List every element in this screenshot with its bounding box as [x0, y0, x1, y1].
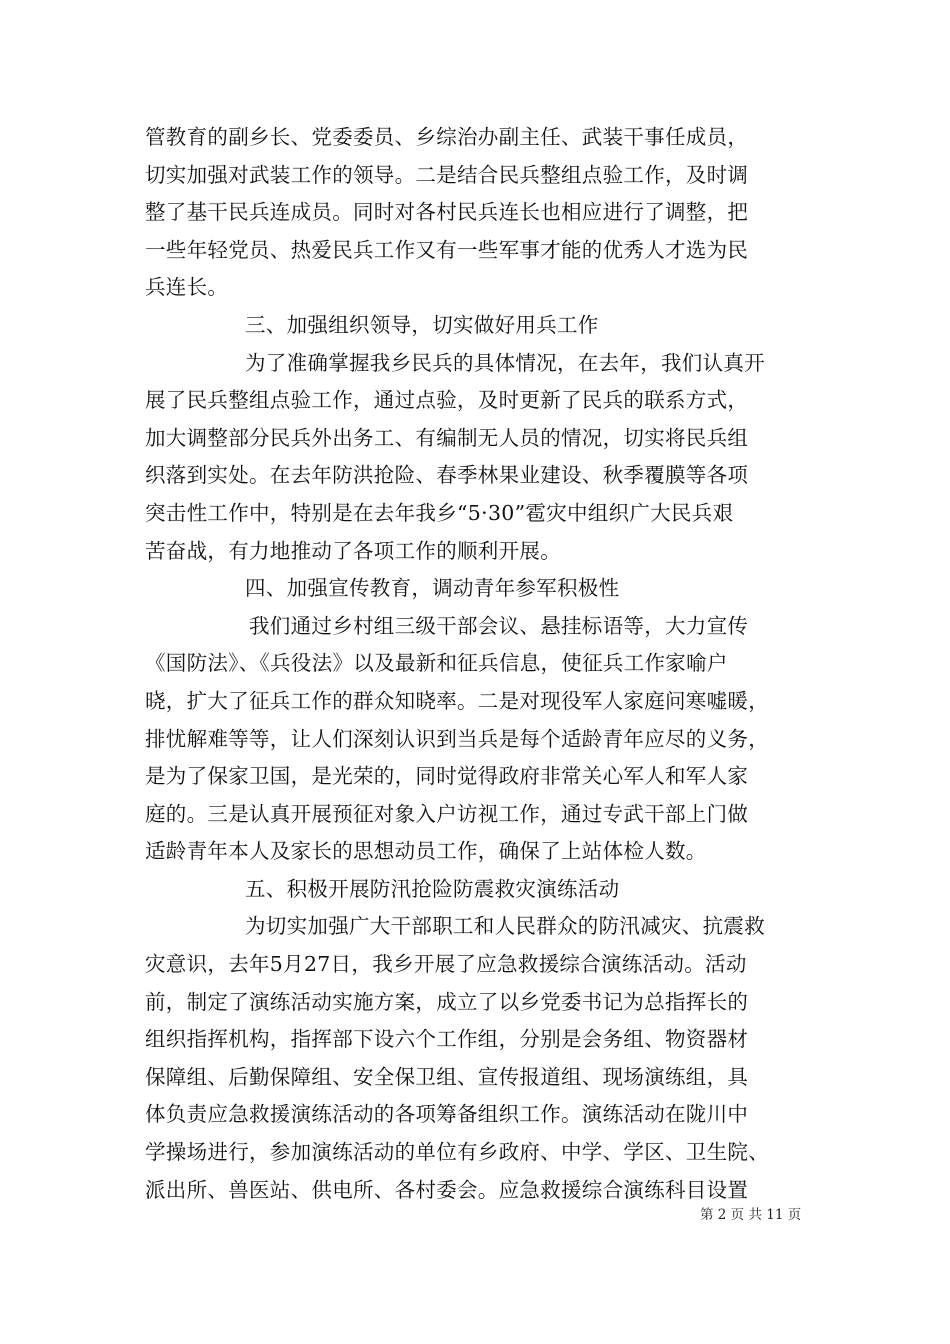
page-number: 第 2 页 共 11 页 — [700, 1207, 802, 1223]
text-line: 展了民兵整组点验工作，通过点验，及时更新了民兵的联系方式， — [145, 388, 749, 413]
section-heading: 五、积极开展防汛抢险防震救灾演练活动 — [245, 876, 620, 901]
paragraph-first-line: 为了准确掌握我乡民兵的具体情况，在去年，我们认真开 — [245, 350, 765, 375]
paragraph-first-line: 为切实加强广大干部职工和人民群众的防汛减灾、抗震救 — [245, 914, 765, 939]
text-line: 体负责应急救援演练活动的各项筹备组织工作。演练活动在陇川中 — [145, 1102, 749, 1127]
text-line: 《国防法》、《兵役法》以及最新和征兵信息，使征兵工作家喻户 — [145, 651, 728, 676]
text-line: 兵连长。 — [145, 275, 229, 300]
text-line: 整了基干民兵连成员。同时对各村民兵连长也相应进行了调整，把 — [145, 200, 749, 225]
text-line: 保障组、后勤保障组、安全保卫组、宣传报道组、现场演练组，具 — [145, 1064, 749, 1089]
body-text — [145, 119, 835, 1209]
text-line: 织落到实处。在去年防洪抢险、春季林果业建设、秋季覆膜等各项 — [145, 463, 749, 488]
text-line: 组织指挥机构，指挥部下设六个工作组，分别是会务组、物资器材 — [145, 1027, 749, 1052]
text-line: 是为了保家卫国，是光荣的，同时觉得政府非常关心军人和军人家 — [145, 764, 749, 789]
text-line: 一些年轻党员、热爱民兵工作又有一些军事才能的优秀人才选为民 — [145, 237, 749, 262]
text-line: 排忧解难等等，让人们深刻认识到当兵是每个适龄青年应尽的义务， — [145, 726, 769, 751]
text-line: 突击性工作中，特别是在去年我乡“5·30”雹灾中组织广大民兵艰 — [145, 500, 734, 525]
text-line: 管教育的副乡长、党委委员、乡综治办副主任、武装干事任成员， — [145, 125, 749, 149]
section-heading: 三、加强组织领导，切实做好用兵工作 — [245, 312, 599, 337]
text-line: 派出所、兽医站、供电所、各村委会。应急救援综合演练科目设置 — [145, 1177, 749, 1202]
text-line: 苦奋战，有力地推动了各项工作的顺利开展。 — [145, 538, 561, 563]
text-line: 庭的。三是认真开展预征对象入户访视工作，通过专武干部上门做 — [145, 801, 749, 826]
text-line: 切实加强对武装工作的领导。二是结合民兵整组点验工作，及时调 — [145, 162, 749, 187]
section-heading: 四、加强宣传教育，调动青年参军积极性 — [245, 576, 620, 601]
text-line: 灾意识，去年5月27日，我乡开展了应急救援综合演练活动。活动 — [145, 952, 747, 977]
text-line: 晓，扩大了征兵工作的群众知晓率。二是对现役军人家庭问寒嘘暖， — [145, 688, 769, 713]
text-line: 前，制定了演练活动实施方案，成立了以乡党委书记为总指挥长的 — [145, 989, 749, 1014]
text-line: 学操场进行，参加演练活动的单位有乡政府、中学、学区、卫生院、 — [145, 1140, 769, 1165]
paragraph-first-line: 我们通过乡村组三级干部会议、悬挂标语等，大力宣传 — [249, 613, 749, 638]
text-line: 加大调整部分民兵外出务工、有编制无人员的情况，切实将民兵组 — [145, 425, 749, 450]
text-line: 适龄青年本人及家长的思想动员工作，确保了上站体检人数。 — [145, 839, 707, 864]
